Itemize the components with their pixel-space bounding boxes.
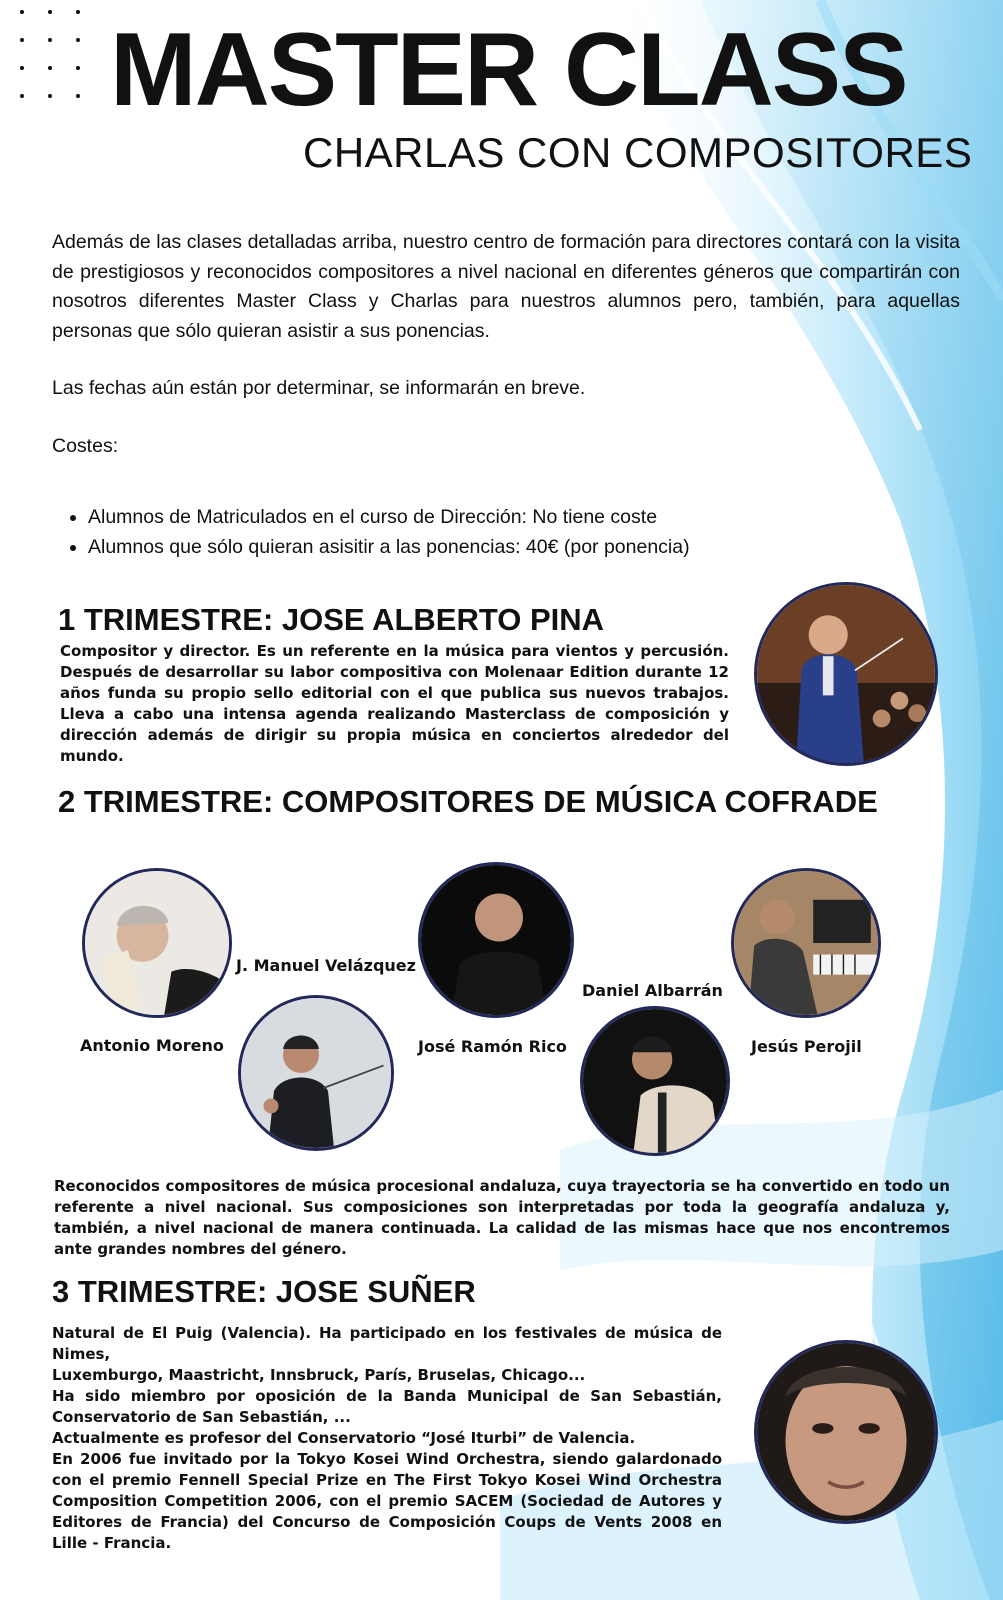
antonio-moreno-photo [82, 868, 232, 1018]
term3-line: Luxemburgo, Maastricht, Innsbruck, París, Bruselas, Chicago... [52, 1366, 586, 1384]
list-item: • Alumnos de Matriculados en el curso de Dirección: No tiene coste [88, 502, 690, 532]
composer-name-albarran: Daniel Albarrán [582, 981, 723, 1000]
j-manuel-velazquez-photo [238, 995, 394, 1151]
term3-description [52, 1323, 722, 1554]
composer-name-perojil: Jesús Perojil [751, 1037, 862, 1056]
jose-suner-photo [754, 1340, 938, 1524]
costs-label: Costes: [52, 435, 119, 457]
composer-name-rico: José Ramón Rico [418, 1037, 567, 1056]
term1-description: Compositor y director. Es un referente en la música para vientos y percusión. Después de desarrollar su labor compositiva con Molenaar Edition durante 12 años funda su propio sello editorial con el que publica sus nuevos trabajos. Lleva a cabo una intensa agenda realizando Masterclass de composición y dirección además de dirigir su propia música en conciertos alrededor del mundo. [60, 642, 729, 765]
term3-line: En 2006 fue invitado por la Tokyo Kosei Wind Orchestra, siendo galardonado con el premio Fennell Special Prize en The First Tokyo Kosei Wind Orchestra Composition Competition 2006, con el premio SACEM (Sociedad de Autores y Editores de Francia) del Concurso de Composición Coups de Vents 2008 en Lille - Francia. [52, 1450, 722, 1552]
page-title: MASTER CLASS [110, 12, 907, 128]
dates-note: Las fechas aún están por determinar, se informarán en breve. [52, 377, 586, 399]
term3-line: Actualmente es profesor del Conservatorio “José Iturbi” de Valencia. [52, 1429, 636, 1447]
term3-line: Ha sido miembro por oposición de la Banda Municipal de San Sebastián, Conservatorio de San Sebastián, ... [52, 1387, 722, 1426]
jesus-perojil-photo [731, 868, 881, 1018]
intro-paragraph: Además de las clases detalladas arriba, nuestro centro de formación para directores contará con la visita de prestigiosos y reconocidos compositores a nivel nacional en diferentes géneros que compartirán con nosotros diferentes Master Class y Charlas para nuestros alumnos pero, también, para aquellas personas que sólo quieran asistir a sus ponencias. [52, 231, 960, 342]
composer-name-velazquez: J. Manuel Velázquez [236, 956, 416, 975]
jose-ramon-rico-photo [418, 862, 574, 1018]
term3-line: Natural de El Puig (Valencia). Ha participado en los festivales de música de Nimes, [52, 1324, 722, 1363]
composer-name-moreno: Antonio Moreno [80, 1036, 224, 1055]
conductor-photo [754, 582, 938, 766]
list-item: • Alumnos que sólo quieran asisitir a las ponencias: 40€ (por ponencia) [88, 532, 690, 562]
costs-list [52, 502, 690, 562]
term2-description: Reconocidos compositores de música procesional andaluza, cuya trayectoria se ha convertido en todo un referente a nivel nacional. Sus composiciones son interpretadas por toda la geografía andaluza y, también, a nivel nacional de manera continuada. La calidad de las mismas hace que nos encontremos ante grandes nombres del género. [54, 1177, 950, 1258]
term2-title: 2 TRIMESTRE: COMPOSITORES DE MÚSICA COFRADE [58, 784, 878, 819]
term3-title: 3 TRIMESTRE: JOSE SUÑER [52, 1274, 476, 1309]
daniel-albarran-photo [580, 1006, 730, 1156]
term1-title: 1 TRIMESTRE: JOSE ALBERTO PINA [58, 602, 605, 637]
page-subtitle: CHARLAS CON COMPOSITORES [303, 129, 973, 176]
